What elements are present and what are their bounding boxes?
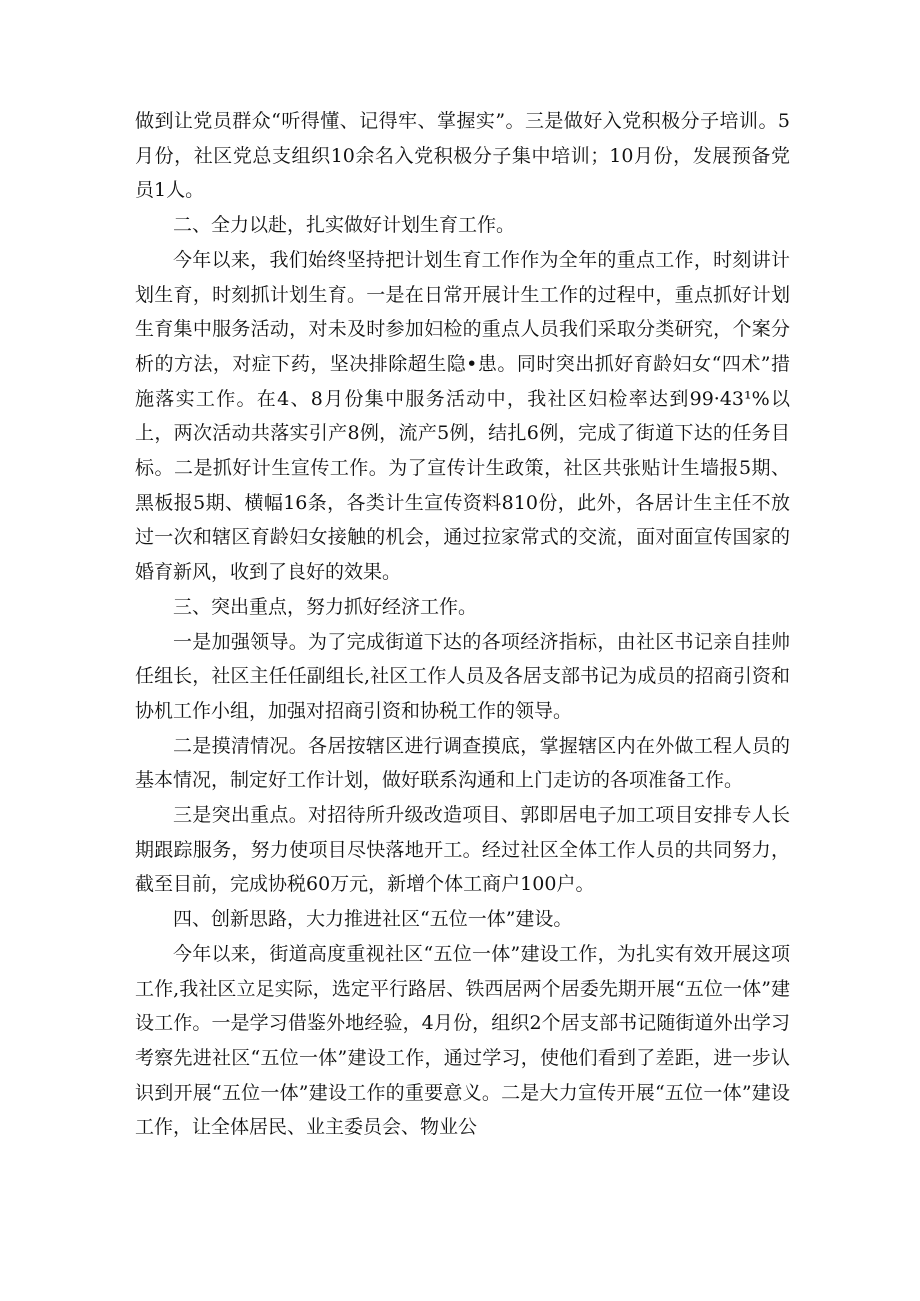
paragraph-party-training-continued: 做到让党员群众“听得懂、记得牢、掌握实”。三是做好入党积极分子培训。5月份，社区党总支组织10余名入党积极分子集中培训；10月份，发展预备党员1人。 [135,110,790,202]
section-heading-five-in-one: 四、创新思路，大力推进社区“五位一体”建设。 [173,908,573,931]
paragraph-investigate-situation: 二是摸清情况。各居按辖区进行调查摸底，掌握辖区内在外做工程人员的基本情况，制定好工作计划，做好联系沟通和上门走访的各项准备工作。 [135,734,790,792]
document-body [135,104,790,1145]
section-heading-family-planning: 二、全力以赴，扎实做好计划生育工作。 [173,214,516,237]
section-heading-economic-work: 三、突出重点，努力抓好经济工作。 [173,595,478,618]
paragraph-highlight-priorities: 三是突出重点。对招待所升级改造项目、郭即居电子加工项目安排专人长期跟踪服务，努力使项目尽快落地开工。经过社区全体工作人员的共同努力，截至目前，完成协税60万元，新增个体工商户100户。 [135,804,790,896]
paragraph-strengthen-leadership: 一是加强领导。为了完成街道下达的各项经济指标，由社区书记亲自挂帅任组长，社区主任任副组长,社区工作人员及各居支部书记为成员的招商引资和协机工作小组，加强对招商引资和协税工作的领导。 [135,630,790,722]
paragraph-five-in-one: 今年以来，街道高度重视社区“五位一体”建设工作，为扎实有效开展这项工作,我社区立足实际，选定平行路居、铁西居两个居委先期开展“五位一体”建设工作。一是学习借鉴外地经验，4月份，组织2个居支部书记随街道外出学习考察先进社区“五位一体”建设工作，通过学习，使他们看到了差距，进一步认识到开展“五位一体”建设工作的重要意义。二是大力宣传开展“五位一体”建设工作，让全体居民、业主委员会、物业公 [135,942,790,1139]
paragraph-family-planning: 今年以来，我们始终坚持把计划生育工作作为全年的重点工作，时刻讲计划生育，时刻抓计划生育。一是在日常开展计生工作的过程中，重点抓好计划生育集中服务活动，对未及时参加妇检的重点人员我们采取分类研究，个案分析的方法，对症下药，坚决排除超生隐•患。同时突出抓好育龄妇女“四术”措施落实工作。在4、8月份集中服务活动中，我社区妇检率达到99·43¹%以上，两次活动共落实引产8例，流产5例，结扎6例，完成了街道下达的任务目标。二是抓好计生宣传工作。为了宣传计生政策，社区共张贴计生墙报5期、黑板报5期、横幅16条，各类计生宣传资料810份，此外，各居计生主任不放过一次和辖区育龄妇女接触的机会，通过拉家常式的交流，面对面宣传国家的婚育新风，收到了良好的效果。 [135,248,790,584]
